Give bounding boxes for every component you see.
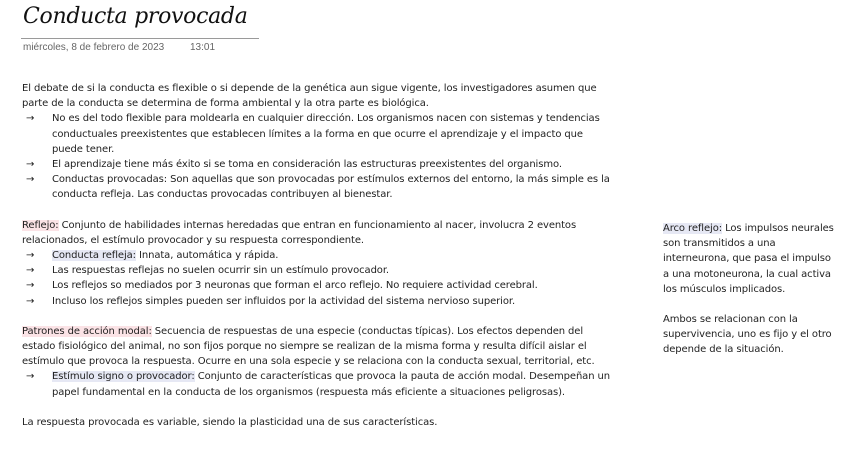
estimulo-signo-definition: Conjunto de características que provoca la pauta de acción modal. Desempeñan un papel fundamental en la conducta de los organismos (respuesta más eficiente a situaciones peligrosas). [52, 371, 611, 398]
arrow-icon: → [26, 265, 35, 277]
reflejo-definition: Conjunto de habilidades internas heredadas que entran en funcionamiento al nacer, involucra 2 eventos relacionados, el estímulo provocador y su respuesta correspondiente. [22, 219, 577, 246]
list-item-text[interactable] [52, 248, 612, 263]
list-item[interactable] [22, 157, 612, 172]
side-note-paragraph[interactable]: Ambos se relacionan con la supervivencia, uno es fijo y el otro depende de la situación. [663, 314, 832, 356]
patrones-term: Patrones de acción modal: [22, 325, 152, 337]
list-item-text[interactable]: Conductas provocadas: Son aquellas que son provocadas por estímulos externos del entorno, la más simple es la conducta refleja. Las conductas provocadas contribuyen al bienestar. [52, 174, 610, 201]
list-item-text[interactable]: El aprendizaje tiene más éxito si se toma en consideración las estructuras preexistentes del organismo. [52, 159, 562, 171]
list-item-text[interactable]: Las respuestas reflejas no suelen ocurrir sin un estímulo provocador. [52, 265, 390, 277]
list-item[interactable] [22, 294, 612, 309]
note-body[interactable] [22, 81, 612, 430]
list-item[interactable] [22, 369, 612, 399]
arrow-icon: → [26, 250, 35, 262]
patrones-paragraph[interactable] [22, 324, 612, 370]
arco-reflejo-term: Arco reflejo: [663, 223, 722, 234]
conducta-refleja-definition: Innata, automática y rápida. [135, 250, 279, 262]
list-item[interactable] [22, 172, 612, 202]
list-item-text[interactable]: Los reflejos so mediados por 3 neuronas que forman el arco reflejo. No requiere actividad cerebral. [52, 280, 538, 292]
side-note[interactable] [663, 221, 838, 358]
title-divider [21, 38, 259, 39]
conducta-refleja-term: Conducta refleja: [52, 250, 136, 262]
list-item[interactable] [22, 111, 612, 157]
reflejo-term: Reflejo: [22, 219, 59, 231]
page-date: miércoles, 8 de febrero de 2023 [23, 42, 165, 53]
arrow-icon: → [26, 174, 35, 186]
arrow-icon: → [26, 159, 35, 171]
intro-paragraph[interactable]: El debate de si la conducta es flexible o si depende de la genética aun sigue vigente, los investigadores asumen que parte de la conducta se determina de forma ambiental y la otra parte es biológica. [22, 83, 597, 110]
estimulo-signo-term: Estímulo signo o provocador: [52, 371, 195, 383]
list-item-text[interactable]: Incluso los reflejos simples pueden ser influidos por la actividad del sistema nervioso superior. [52, 295, 516, 307]
closing-paragraph[interactable]: La respuesta provocada es variable, siendo la plasticidad una de sus características. [22, 416, 438, 428]
list-item[interactable] [22, 278, 612, 293]
arrow-icon: → [26, 280, 35, 292]
arrow-icon: → [26, 113, 35, 125]
arrow-icon: → [26, 371, 35, 383]
page-title[interactable]: Conducta provocada [23, 4, 248, 29]
arrow-icon: → [26, 295, 35, 307]
reflejo-paragraph[interactable] [22, 218, 612, 248]
list-item[interactable] [22, 263, 612, 278]
patrones-definition: Secuencia de respuestas de una especie (conductas típicas). Los efectos dependen del estado fisiológico del animal, no son fijos porque no siempre se realizan de la misma forma y resulta difícil aislar el estímulo que provoca la respuesta. Ocurre en una sola especie y se relaciona con la conducta sexual, territorial, etc. [22, 325, 595, 368]
page-time: 13:01 [190, 42, 216, 53]
list-item-text[interactable] [52, 369, 612, 399]
arco-reflejo-paragraph[interactable] [663, 221, 838, 297]
list-item[interactable] [22, 248, 612, 263]
list-item-text[interactable]: No es del todo flexible para moldearla en cualquier dirección. Los organismos nacen con sistemas y tendencias conductuales preexistentes que establecen límites a la forma en que ocurre el aprendizaje y el impacto que puede tener. [52, 113, 600, 155]
arco-reflejo-definition: Los impulsos neurales son transmitidos a una interneurona, que pasa el impulso a una motoneurona, la cual activa los músculos implicados. [663, 223, 834, 295]
